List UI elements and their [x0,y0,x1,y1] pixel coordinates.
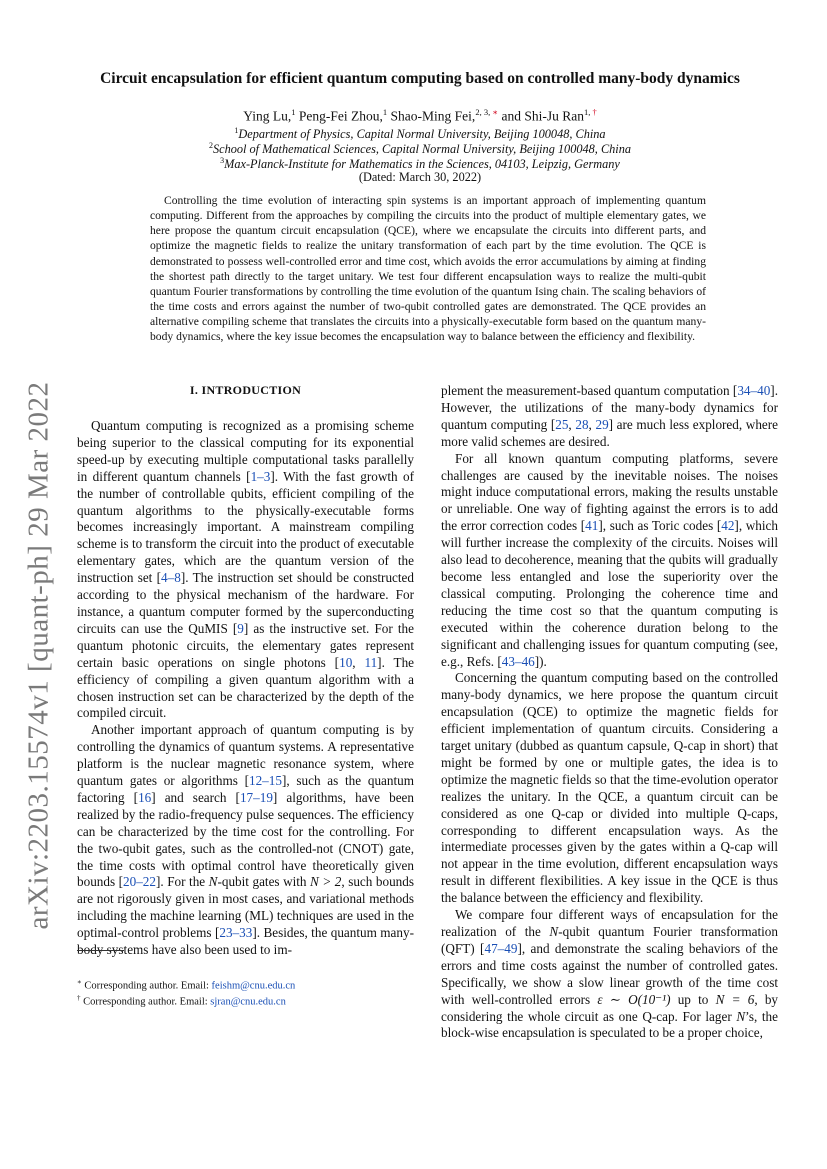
citation-link[interactable]: 10 [339,654,353,670]
citation-link[interactable]: 9 [237,620,244,636]
arxiv-sidebar [14,350,64,960]
citation-link[interactable]: 34–40 [737,383,771,398]
author-list: Ying Lu,$^1$ Peng-Fei Zhou,$^1$ Shao-Ming Fei,$^{2, 3, ∗}$ and Shi-Ju Ran$^{1, \dagger}$ [243,107,597,124]
citation-link[interactable]: 23–33 [219,925,253,941]
author-1: Ying Lu, [243,108,292,124]
arxiv-id[interactable]: arXiv:2203.15574v1 [quant-ph] 29 Mar 2022 [22,380,55,930]
paragraph-continued: plement the measurement-based quantum computation [34–40]. However, the utilizations of the many-body dynamics for quantum computing [25, 28, 29] are much less explored, where more valid schemes are desired. [441,383,779,449]
citation-link[interactable]: 1–3 [250,468,271,484]
author-3: Shao-Ming Fei, [390,108,476,124]
dated-line: (Dated: March 30, 2022) [358,170,482,184]
footnote-1: ∗ Corresponding author. Email: feishm@cnu.edu.cn [77,978,296,992]
author-4: and Shi-Ju Ran [501,108,584,124]
paragraph-qce: Concerning the quantum computing based on the controlled many-body dynamics, we here propose the quantum circuit encapsulation (QCE) to optimize the magnetic fields for efficient implementation of quantum circuits. Considering a target unitary (dubbed as quantum capsule, Q-cap in short) that might be formed by one or multiple gates, the idea is to optimize the magnetic fields so that the time-evolution operator realizes the unitary. In the QCE, a quantum circuit can be considered as one Q-cap or divided into multiple Q-caps, corresponding to different encapsulation ways. As the intermediate processes given by the gates within a Q-cap will not appear in the time evolution, different encapsulation ways result in different flexibilities. A key issue in the QCE is thus the balance between the efficiency and flexibility. [441,670,778,906]
citation-link[interactable]: 28 [575,416,589,432]
citation-link[interactable]: 29 [595,416,609,432]
citation-link[interactable]: 12–15 [248,773,282,789]
left-column [77,418,414,959]
section-heading-introduction: I. INTRODUCTION [189,383,302,397]
footnote-link-2[interactable]: † [592,107,597,117]
citation-link[interactable]: 16 [138,789,152,805]
citation-link[interactable]: 17–19 [239,789,273,805]
paragraph-intro-2: Another important approach of quantum computing is by controlling the dynamics of quantum systems. A representative platform is the nuclear magnetic resonance system, where quantum gates or algorithms [12–15], such as the quantum factoring [16] and search [17–19] algorithms, have been realized by the radio-frequency pulse sequences. The efficiency can be characterized by the time cost for the controlling. For the two-qubit gates, such as the controlled-not (CNOT) gate, the time costs with optimal control have theoretically given bounds [20–22]. For the N-qubit gates with N > 2, such bounds are not rigorously given in most cases, and variational methods including the machine learning (ML) techniques are used in the optimal-control problems [23–33]. Besides, the quantum many-body systems have also been used to im- [77,722,415,958]
paper-title: Circuit encapsulation for efficient quantum computing based on controlled many-body dynamics [100,70,740,87]
affiliation-3: $^3$Max-Planck-Institute for Mathematics in the Sciences, 04103, Leipzig, Germany [220,156,620,172]
citation-link[interactable]: 11 [364,654,378,670]
paragraph-noise: For all known quantum computing platforms, severe challenges are caused by the inevitable noises. The noises might induce computational errors, making the results unstable or unreliable. One way of fighting against the errors is to add the error correction codes [41], such as Toric codes [42], which will further increase the complexity of the circuits. Noises will also lead to decoherence, meaning that the qubits will gradually become less entangled and lose the superiority over the classical computing. Prolonging the coherence time and reducing the time cost so that the quantum computing is executed within the coherence duration belong to the significant and challenging issues for quantum computing (see, e.g., Refs. [43–46]). [441,450,778,669]
footnote-rule [77,950,124,951]
footnote-link-1[interactable]: ∗ [492,107,499,117]
paragraph-intro-1: Quantum computing is recognized as a promising scheme being superior to the classical computing for its exponential speed-up by executing multiple computational tasks parallelly in different quantum channels [1–3]. With the fast growth of the number of controllable qubits, efficient compiling of the quantum algorithms to the physically-executable forms becomes increasingly important. A mainstream compiling scheme is to transform the circuit into the product of executable elementary gates, which are the quantum version of the instruction set [4–8]. The instruction set should be constructed according to the physical mechanism of the hardware. For instance, a quantum computer formed by the superconducting circuits can use the QuMIS [9] as the instructive set. For the quantum photonic circuits, the elementary gates represent certain basic operations on single photons [10, 11]. The efficiency of compiling a given quantum algorithm with a chosen instruction set can be characterized by the depth of the compiled circuit. [77,418,415,721]
citation-link[interactable]: 41 [585,518,599,534]
citation-link[interactable]: 25 [555,416,569,432]
affiliation-2: $^2$School of Mathematical Sciences, Capital Normal University, Beijing 100048, China [208,141,632,157]
citation-link[interactable]: 20–22 [123,874,156,890]
footnote-2: † Corresponding author. Email: sjran@cnu.edu.cn [77,994,286,1008]
email-link[interactable]: feishm@cnu.edu.cn [211,980,296,992]
citation-link[interactable]: 43–46 [501,653,535,669]
affiliation-1: $^1$Department of Physics, Capital Normal University, Beijing 100048, China [234,126,606,142]
abstract: Controlling the time evolution of interacting spin systems is an important approach of implementing quantum computing. Different from the approaches by compiling the circuits into the product of multiple elementary gates, we here propose the quantum circuit encapsulation (QCE), where we encapsulate the circuits into different parts, and optimize the magnetic fields to realize the unitary transformation of each part by the time evolution. The QCE is demonstrated to possess well-controlled error and time cost, which avoids the error accumulations by aiming at finding the shortest path directly to the target unitary. We test four different encapsulation ways to realize the multi-qubit quantum Fourier transformations by controlling the time evolution of the quantum Ising chain. The scaling behaviors of the time costs and errors against the number of two-qubit controlled gates are demonstrated. The QCE provides an alternative compiling scheme that translates the circuits into a physically-executable form based on the quantum many-body dynamics, where the key issue becomes the encapsulation way to balance between the efficiency and flexibility. [150,194,706,344]
right-column [441,383,778,1042]
citation-link[interactable]: 4–8 [161,570,181,586]
citation-link[interactable]: 47–49 [484,940,518,956]
author-2: Peng-Fei Zhou, [298,108,383,124]
citation-link[interactable]: 42 [721,518,735,534]
paragraph-compare: We compare four different ways of encapsulation for the realization of the N-qubit quantum Fourier transformation (QFT) [47–49], and demonstrate the scaling behaviors of the errors and time costs against the number of controlled gates. Specifically, we show a slow linear growth of the time cost with well-controlled errors ε ∼ O(10⁻¹) up to N = 6, by considering the whole circuit as one Q-cap. For lager N’s, the block-wise encapsulation is speculated to be a proper choice, [441,907,779,1041]
email-link[interactable]: sjran@cnu.edu.cn [210,996,286,1008]
